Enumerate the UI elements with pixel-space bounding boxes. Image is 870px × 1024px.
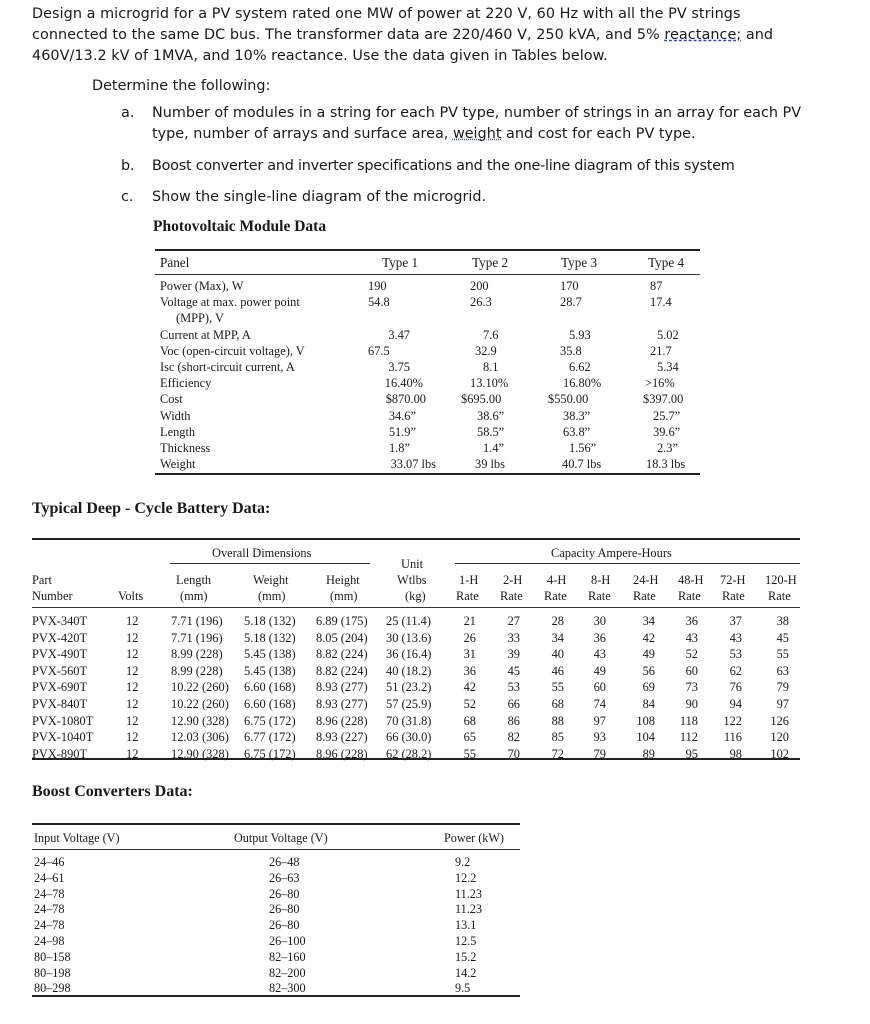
battery-cell: 84 xyxy=(642,697,655,711)
battery-header: 72-H xyxy=(720,573,746,587)
battery-cell: 97 xyxy=(593,713,606,728)
battery-cell: 7.71 (196) xyxy=(171,630,223,645)
pv-cell: 34.6” xyxy=(388,408,416,423)
problem-line-1: Design a microgrid for a PV system rated one MW of power at 220 V, 60 Hz with all the PV strings xyxy=(32,6,741,22)
battery-cell: 63 xyxy=(776,663,789,678)
battery-header: 8-H xyxy=(591,573,611,587)
boost-input-voltage: 24–78 xyxy=(34,886,65,901)
boost-output-voltage: 82–160 xyxy=(269,949,306,964)
battery-cell: 30 xyxy=(593,614,606,628)
battery-part-number: PVX-560T xyxy=(32,663,88,678)
battery-header-rule xyxy=(32,607,800,608)
boost-table-title: Boost Converters Data: xyxy=(32,783,193,800)
battery-capacity-rule xyxy=(455,563,800,564)
boost-output-voltage: 26–80 xyxy=(269,886,300,901)
pv-col-type4 xyxy=(620,278,705,472)
boost-header-rule xyxy=(32,849,520,850)
battery-cell: 39 xyxy=(507,647,520,662)
pv-cell: 200 xyxy=(470,279,489,293)
pv-cell: $870.00 xyxy=(385,392,426,407)
pv-cell: 25.7” xyxy=(653,408,681,423)
battery-cell: 98 xyxy=(729,746,742,761)
battery-cell: 89 xyxy=(642,746,655,761)
battery-cell: 30 (13.6) xyxy=(386,630,432,645)
battery-part-number: PVX-490T xyxy=(32,647,88,662)
battery-cell: 5.45 (138) xyxy=(244,647,296,662)
battery-header: 1-H xyxy=(459,573,479,587)
battery-cell: 34 xyxy=(551,630,564,645)
pv-header-type3: Type 3 xyxy=(561,255,598,270)
battery-header: 48-H xyxy=(678,573,704,587)
question-a xyxy=(121,103,841,147)
battery-cell: 42 xyxy=(642,630,655,645)
pv-cell: 33.07 lbs xyxy=(390,457,436,472)
battery-cell: 6.77 (172) xyxy=(244,730,296,745)
pv-cell: 17.4 xyxy=(650,295,672,310)
question-a-line-1: Number of modules in a string for each PV type, number of strings in an array for each PV xyxy=(152,105,802,121)
boost-input-voltage: 80–158 xyxy=(34,949,71,964)
battery-cell: 122 xyxy=(723,713,742,728)
pv-cell: 51.9” xyxy=(388,424,416,439)
battery-cell: 37 xyxy=(729,614,742,628)
battery-cell: 12 xyxy=(126,697,139,711)
battery-cell: 40 (18.2) xyxy=(386,663,432,678)
pv-cell: 58.5” xyxy=(477,424,505,439)
boost-output-voltage: 26–100 xyxy=(269,934,306,948)
battery-header: (mm) xyxy=(258,589,286,603)
pv-cell: 38.3” xyxy=(563,408,591,423)
battery-cell: 52 xyxy=(463,697,476,711)
battery-cell: 12.90 (328) xyxy=(171,713,229,728)
battery-cell: 95 xyxy=(685,746,698,761)
pv-cell: 3.47 xyxy=(388,327,410,342)
problem-line-2 xyxy=(32,25,847,46)
battery-cell: 36 (16.4) xyxy=(386,647,432,662)
boost-output-voltage: 26–80 xyxy=(269,902,300,917)
battery-cell: 60 xyxy=(593,680,606,695)
battery-cell: 66 xyxy=(507,697,520,711)
battery-cell: 36 xyxy=(685,614,698,628)
battery-cell: 10.22 (260) xyxy=(171,680,229,695)
battery-cell: 42 xyxy=(463,680,476,695)
pv-cell: $397.00 xyxy=(643,392,684,407)
battery-cell: 53 xyxy=(729,647,742,662)
battery-cell: 70 (31.8) xyxy=(386,713,432,728)
battery-cell: 68 xyxy=(463,713,476,728)
pv-label-vmpp: Voltage at max. power point xyxy=(160,295,300,310)
battery-part-number: PVX-340T xyxy=(32,614,88,628)
battery-cell: 104 xyxy=(636,730,655,745)
battery-cell: 26 xyxy=(463,630,476,645)
battery-cell: 5.18 (132) xyxy=(244,614,296,628)
battery-cell: 46 xyxy=(551,663,564,678)
pv-cell: 2.3” xyxy=(657,441,678,456)
battery-cell: 43 xyxy=(729,630,742,645)
battery-cell: 62 (28.2) xyxy=(386,746,432,761)
pv-cell: 40.7 lbs xyxy=(562,457,602,472)
battery-cell: 116 xyxy=(723,730,742,745)
pv-cell: 67.5 xyxy=(368,343,390,358)
battery-header: Rate xyxy=(722,589,745,603)
question-c-text: Show the single-line diagram of the microgrid. xyxy=(152,189,487,205)
battery-header: Rate xyxy=(633,589,656,603)
battery-cell: 82 xyxy=(507,730,520,745)
boost-table-top-rule xyxy=(32,823,520,825)
battery-cell: 6.75 (172) xyxy=(244,746,296,761)
boost-header-power: Power (kW) xyxy=(444,831,504,845)
question-b-text: Boost converter and inverter specifications and the one-line diagram of this system xyxy=(152,158,735,174)
battery-cell: 52 xyxy=(685,647,698,662)
battery-header-unit: Unit xyxy=(401,557,424,571)
battery-cell: 28 xyxy=(551,614,564,628)
battery-cell: 33 xyxy=(507,630,520,645)
battery-cell: 8.82 (224) xyxy=(316,647,368,662)
battery-cell: 120 xyxy=(770,730,789,745)
battery-cell: 8.93 (277) xyxy=(316,680,368,695)
battery-cell: 97 xyxy=(776,697,789,711)
battery-cell: 73 xyxy=(685,680,698,695)
boost-output-voltage: 26–48 xyxy=(269,855,300,869)
battery-cell: 36 xyxy=(463,663,476,678)
pv-cell: 3.75 xyxy=(388,360,410,374)
boost-input-voltage: 24–46 xyxy=(34,855,65,869)
boost-output-voltage: 82–200 xyxy=(269,965,306,980)
boost-power: 12.5 xyxy=(455,934,477,948)
pv-cell: $695.00 xyxy=(461,392,502,407)
battery-group-overall: Overall Dimensions xyxy=(212,546,312,560)
pv-cell: 28.7 xyxy=(560,295,582,310)
problem-line-2-text: connected to the same DC bus. The transformer data are 220/460 V, 250 kVA, and 5% xyxy=(32,27,665,43)
battery-cell: 12.90 (328) xyxy=(171,746,229,761)
battery-table-title: Typical Deep - Cycle Battery Data: xyxy=(32,500,271,517)
pv-cell: 21.7 xyxy=(650,343,672,358)
battery-cell: 60 xyxy=(685,663,698,678)
battery-cell: 6.75 (172) xyxy=(244,713,296,728)
pv-cell: 7.6 xyxy=(483,327,499,342)
battery-cell: 38 xyxy=(776,614,789,628)
battery-cell: 86 xyxy=(507,713,520,728)
battery-group-capacity: Capacity Ampere-Hours xyxy=(551,546,672,560)
battery-cell: 8.05 (204) xyxy=(316,630,368,645)
pv-header-type2: Type 2 xyxy=(472,255,509,270)
battery-cell: 94 xyxy=(729,697,742,711)
boost-power: 9.2 xyxy=(455,855,471,869)
battery-cell: 8.99 (228) xyxy=(171,663,223,678)
pv-label-weight: Weight xyxy=(160,457,196,472)
battery-cell: 88 xyxy=(551,713,564,728)
battery-cell: 31 xyxy=(463,647,476,662)
boost-input-voltage: 24–98 xyxy=(34,934,65,948)
pv-table-bottom-rule xyxy=(155,473,700,475)
boost-input-voltage: 80–198 xyxy=(34,965,71,980)
pv-cell: 1.56” xyxy=(569,441,597,456)
pv-col-type1 xyxy=(354,278,444,472)
battery-header: Rate xyxy=(544,589,567,603)
battery-cell: 12 xyxy=(126,730,139,745)
battery-header: (mm) xyxy=(180,589,208,603)
boost-output-voltage: 26–63 xyxy=(269,870,300,885)
boost-power: 14.2 xyxy=(455,965,477,980)
battery-header: 24-H xyxy=(633,573,659,587)
question-a-line-2-end: and cost for each PV type. xyxy=(501,126,696,142)
pv-col-type3 xyxy=(535,278,625,472)
boost-power: 12.2 xyxy=(455,870,477,885)
boost-power: 11.23 xyxy=(455,886,482,901)
battery-cell: 12 xyxy=(126,647,139,662)
weight-grammar-word[interactable]: weight xyxy=(452,126,502,142)
pv-cell: 5.34 xyxy=(657,360,679,374)
battery-cell: 55 xyxy=(551,680,564,695)
battery-part-number: PVX-690T xyxy=(32,680,88,695)
boost-power: 11.23 xyxy=(455,902,482,917)
battery-cell: 85 xyxy=(551,730,564,745)
battery-cell: 7.71 (196) xyxy=(171,614,223,628)
pv-cell-empty xyxy=(535,310,625,326)
battery-cell: 43 xyxy=(685,630,698,645)
battery-header: Volts xyxy=(118,589,144,603)
pv-cell-empty xyxy=(620,310,705,326)
pv-cell: 16.40% xyxy=(384,376,423,391)
battery-header: 2-H xyxy=(503,573,523,587)
pv-label-isc: Isc (short-circuit current, A xyxy=(160,360,295,375)
pv-cell: 1.4” xyxy=(483,441,504,456)
boost-output-voltage: 82–300 xyxy=(269,981,306,996)
pv-label-efficiency: Efficiency xyxy=(160,376,212,391)
pv-cell-empty xyxy=(354,310,444,326)
pv-labels xyxy=(160,278,305,472)
pv-col-type2 xyxy=(445,278,535,472)
battery-cell: 12 xyxy=(126,713,139,728)
battery-header: Weight xyxy=(253,573,289,587)
battery-cell: 6.60 (168) xyxy=(244,697,296,711)
battery-cell: 40 xyxy=(551,647,564,662)
boost-input-voltage: 80–298 xyxy=(34,981,71,996)
battery-cell: 8.93 (227) xyxy=(316,730,368,745)
battery-cell: 21 xyxy=(463,614,476,628)
battery-header: Length xyxy=(176,573,212,587)
battery-cell: 8.99 (228) xyxy=(171,647,223,662)
boost-output-voltage: 26–80 xyxy=(269,918,300,933)
battery-part-number: PVX-840T xyxy=(32,697,88,711)
battery-cell: 112 xyxy=(679,730,698,745)
pv-cell: 38.6” xyxy=(477,408,505,423)
battery-cell: 49 xyxy=(642,647,655,662)
battery-part-number: PVX-890T xyxy=(32,746,88,761)
problem-line-2-end: and xyxy=(741,27,774,43)
boost-input-voltage: 24–78 xyxy=(34,902,65,917)
battery-header: (mm) xyxy=(330,589,358,603)
battery-cell: 74 xyxy=(593,697,606,711)
pv-table-top-rule xyxy=(155,249,700,251)
pv-cell: 5.93 xyxy=(569,327,591,342)
battery-header: 4-H xyxy=(547,573,567,587)
reactance-spellcheck-word[interactable]: reactance; xyxy=(664,27,742,43)
pv-cell: 190 xyxy=(368,279,387,293)
battery-cell: 65 xyxy=(463,730,476,745)
pv-cell: 54.8 xyxy=(368,295,390,310)
battery-header: Rate xyxy=(500,589,523,603)
battery-cell: 102 xyxy=(770,746,789,761)
battery-part-number: PVX-1040T xyxy=(32,730,94,745)
boost-header-output: Output Voltage (V) xyxy=(234,831,328,845)
pv-label-power: Power (Max), W xyxy=(160,279,244,293)
battery-header: (kg) xyxy=(405,589,426,603)
pv-label-cost: Cost xyxy=(160,392,183,407)
pv-header-type1: Type 1 xyxy=(382,255,419,270)
battery-cell: 118 xyxy=(679,713,698,728)
pv-cell: 39 lbs xyxy=(475,457,505,472)
battery-cell: 12 xyxy=(126,614,139,628)
battery-cell: 55 xyxy=(463,746,476,761)
pv-cell: 6.62 xyxy=(569,360,591,374)
battery-part-number: PVX-420T xyxy=(32,630,88,645)
pv-table-title: Photovoltaic Module Data xyxy=(153,218,327,235)
battery-cell: 43 xyxy=(593,647,606,662)
battery-cell: 45 xyxy=(507,663,520,678)
battery-cell: 49 xyxy=(593,663,606,678)
pv-cell: 63.8” xyxy=(563,424,591,439)
battery-cell: 8.96 (228) xyxy=(316,713,368,728)
battery-cell: 79 xyxy=(776,680,789,695)
battery-header: Rate xyxy=(588,589,611,603)
pv-cell: 5.02 xyxy=(657,327,679,342)
battery-cell: 8.93 (277) xyxy=(316,697,368,711)
pv-cell: 16.80% xyxy=(563,376,602,391)
pv-cell: 8.1 xyxy=(483,360,499,374)
battery-header: Rate xyxy=(678,589,701,603)
battery-cell: 66 (30.0) xyxy=(386,730,432,745)
pv-cell-empty xyxy=(445,310,535,326)
battery-cell: 62 xyxy=(729,663,742,678)
battery-cell: 34 xyxy=(642,614,655,628)
battery-cell: 5.18 (132) xyxy=(244,630,296,645)
battery-cell: 8.82 (224) xyxy=(316,663,368,678)
battery-header: Number xyxy=(32,589,73,603)
boost-header-input: Input Voltage (V) xyxy=(34,831,120,845)
battery-cell: 76 xyxy=(729,680,742,695)
pv-cell: 18.3 lbs xyxy=(646,457,686,472)
problem-line-3: 460V/13.2 kV of 1MVA, and 10% reactance. Use the data given in Tables below. xyxy=(32,48,608,64)
battery-cell: 108 xyxy=(636,713,655,728)
battery-cell: 6.89 (175) xyxy=(316,614,368,628)
battery-table-top-rule xyxy=(32,538,800,540)
battery-header: Height xyxy=(326,573,360,587)
battery-cell: 72 xyxy=(551,746,564,761)
battery-cell: 90 xyxy=(685,697,698,711)
battery-cell: 6.60 (168) xyxy=(244,680,296,695)
pv-cell: $550.00 xyxy=(548,392,589,407)
battery-cell: 8.96 (228) xyxy=(316,746,368,761)
pv-header-panel: Panel xyxy=(160,255,190,270)
battery-header: Rate xyxy=(768,589,791,603)
battery-cell: 36 xyxy=(593,630,606,645)
battery-overall-dim-rule xyxy=(170,563,370,564)
question-c-label: c. xyxy=(121,189,134,205)
battery-cell: 10.22 (260) xyxy=(171,697,229,711)
pv-cell: 170 xyxy=(560,279,579,293)
battery-cell: 56 xyxy=(642,663,655,678)
battery-cell: 45 xyxy=(776,630,789,645)
boost-input-voltage: 24–78 xyxy=(34,918,65,933)
battery-cell: 57 (25.9) xyxy=(386,697,432,711)
battery-header: Part xyxy=(32,573,52,587)
battery-cell: 12 xyxy=(126,663,139,678)
battery-cell: 53 xyxy=(507,680,520,695)
pv-label-impp: Current at MPP, A xyxy=(160,327,251,342)
pv-label-width: Width xyxy=(160,408,191,423)
question-a-label: a. xyxy=(121,105,135,121)
pv-cell: 13.10% xyxy=(470,376,509,391)
battery-header: Wtlbs xyxy=(397,573,427,587)
question-b xyxy=(121,156,841,178)
battery-header: Rate xyxy=(456,589,479,603)
boost-power: 13.1 xyxy=(455,918,477,933)
pv-cell: >16% xyxy=(645,376,675,391)
determine-heading: Determine the following: xyxy=(92,78,271,94)
pv-label-voc: Voc (open-circuit voltage), V xyxy=(160,343,305,358)
pv-cell: 87 xyxy=(650,279,663,293)
pv-cell: 1.8” xyxy=(389,441,410,456)
battery-cell: 5.45 (138) xyxy=(244,663,296,678)
boost-power: 15.2 xyxy=(455,949,477,964)
boost-input-voltage: 24–61 xyxy=(34,870,65,885)
battery-cell: 12 xyxy=(126,630,139,645)
battery-cell: 93 xyxy=(593,730,606,745)
battery-cell: 12 xyxy=(126,680,139,695)
battery-cell: 12 xyxy=(126,746,139,761)
battery-cell: 55 xyxy=(776,647,789,662)
question-c xyxy=(121,187,841,209)
pv-cell: 26.3 xyxy=(470,295,492,310)
question-a-line-2-text: type, number of arrays and surface area, xyxy=(152,126,453,142)
pv-label-vmpp-unit: (MPP), V xyxy=(176,311,224,326)
battery-header: 120-H xyxy=(765,573,797,587)
battery-cell: 68 xyxy=(551,697,564,711)
question-b-label: b. xyxy=(121,158,135,174)
battery-cell: 25 (11.4) xyxy=(386,614,431,628)
pv-header-type4: Type 4 xyxy=(648,255,685,270)
problem-statement xyxy=(32,4,847,67)
battery-cell: 51 (23.2) xyxy=(386,680,432,695)
pv-cell: 39.6” xyxy=(653,424,681,439)
battery-cell: 27 xyxy=(507,614,520,628)
battery-cell: 70 xyxy=(507,746,520,761)
pv-table-header-rule xyxy=(155,274,700,275)
battery-cell: 12.03 (306) xyxy=(171,730,229,745)
pv-label-thickness: Thickness xyxy=(160,441,211,456)
boost-power: 9.5 xyxy=(455,981,471,996)
battery-cell: 126 xyxy=(770,713,789,728)
battery-part-number: PVX-1080T xyxy=(32,713,94,728)
battery-cell: 69 xyxy=(642,680,655,695)
pv-cell: 32.9 xyxy=(475,343,497,358)
pv-label-length: Length xyxy=(160,424,196,439)
question-a-line-2 xyxy=(152,124,842,145)
pv-cell: 35.8 xyxy=(560,343,582,358)
battery-cell: 79 xyxy=(593,746,606,761)
